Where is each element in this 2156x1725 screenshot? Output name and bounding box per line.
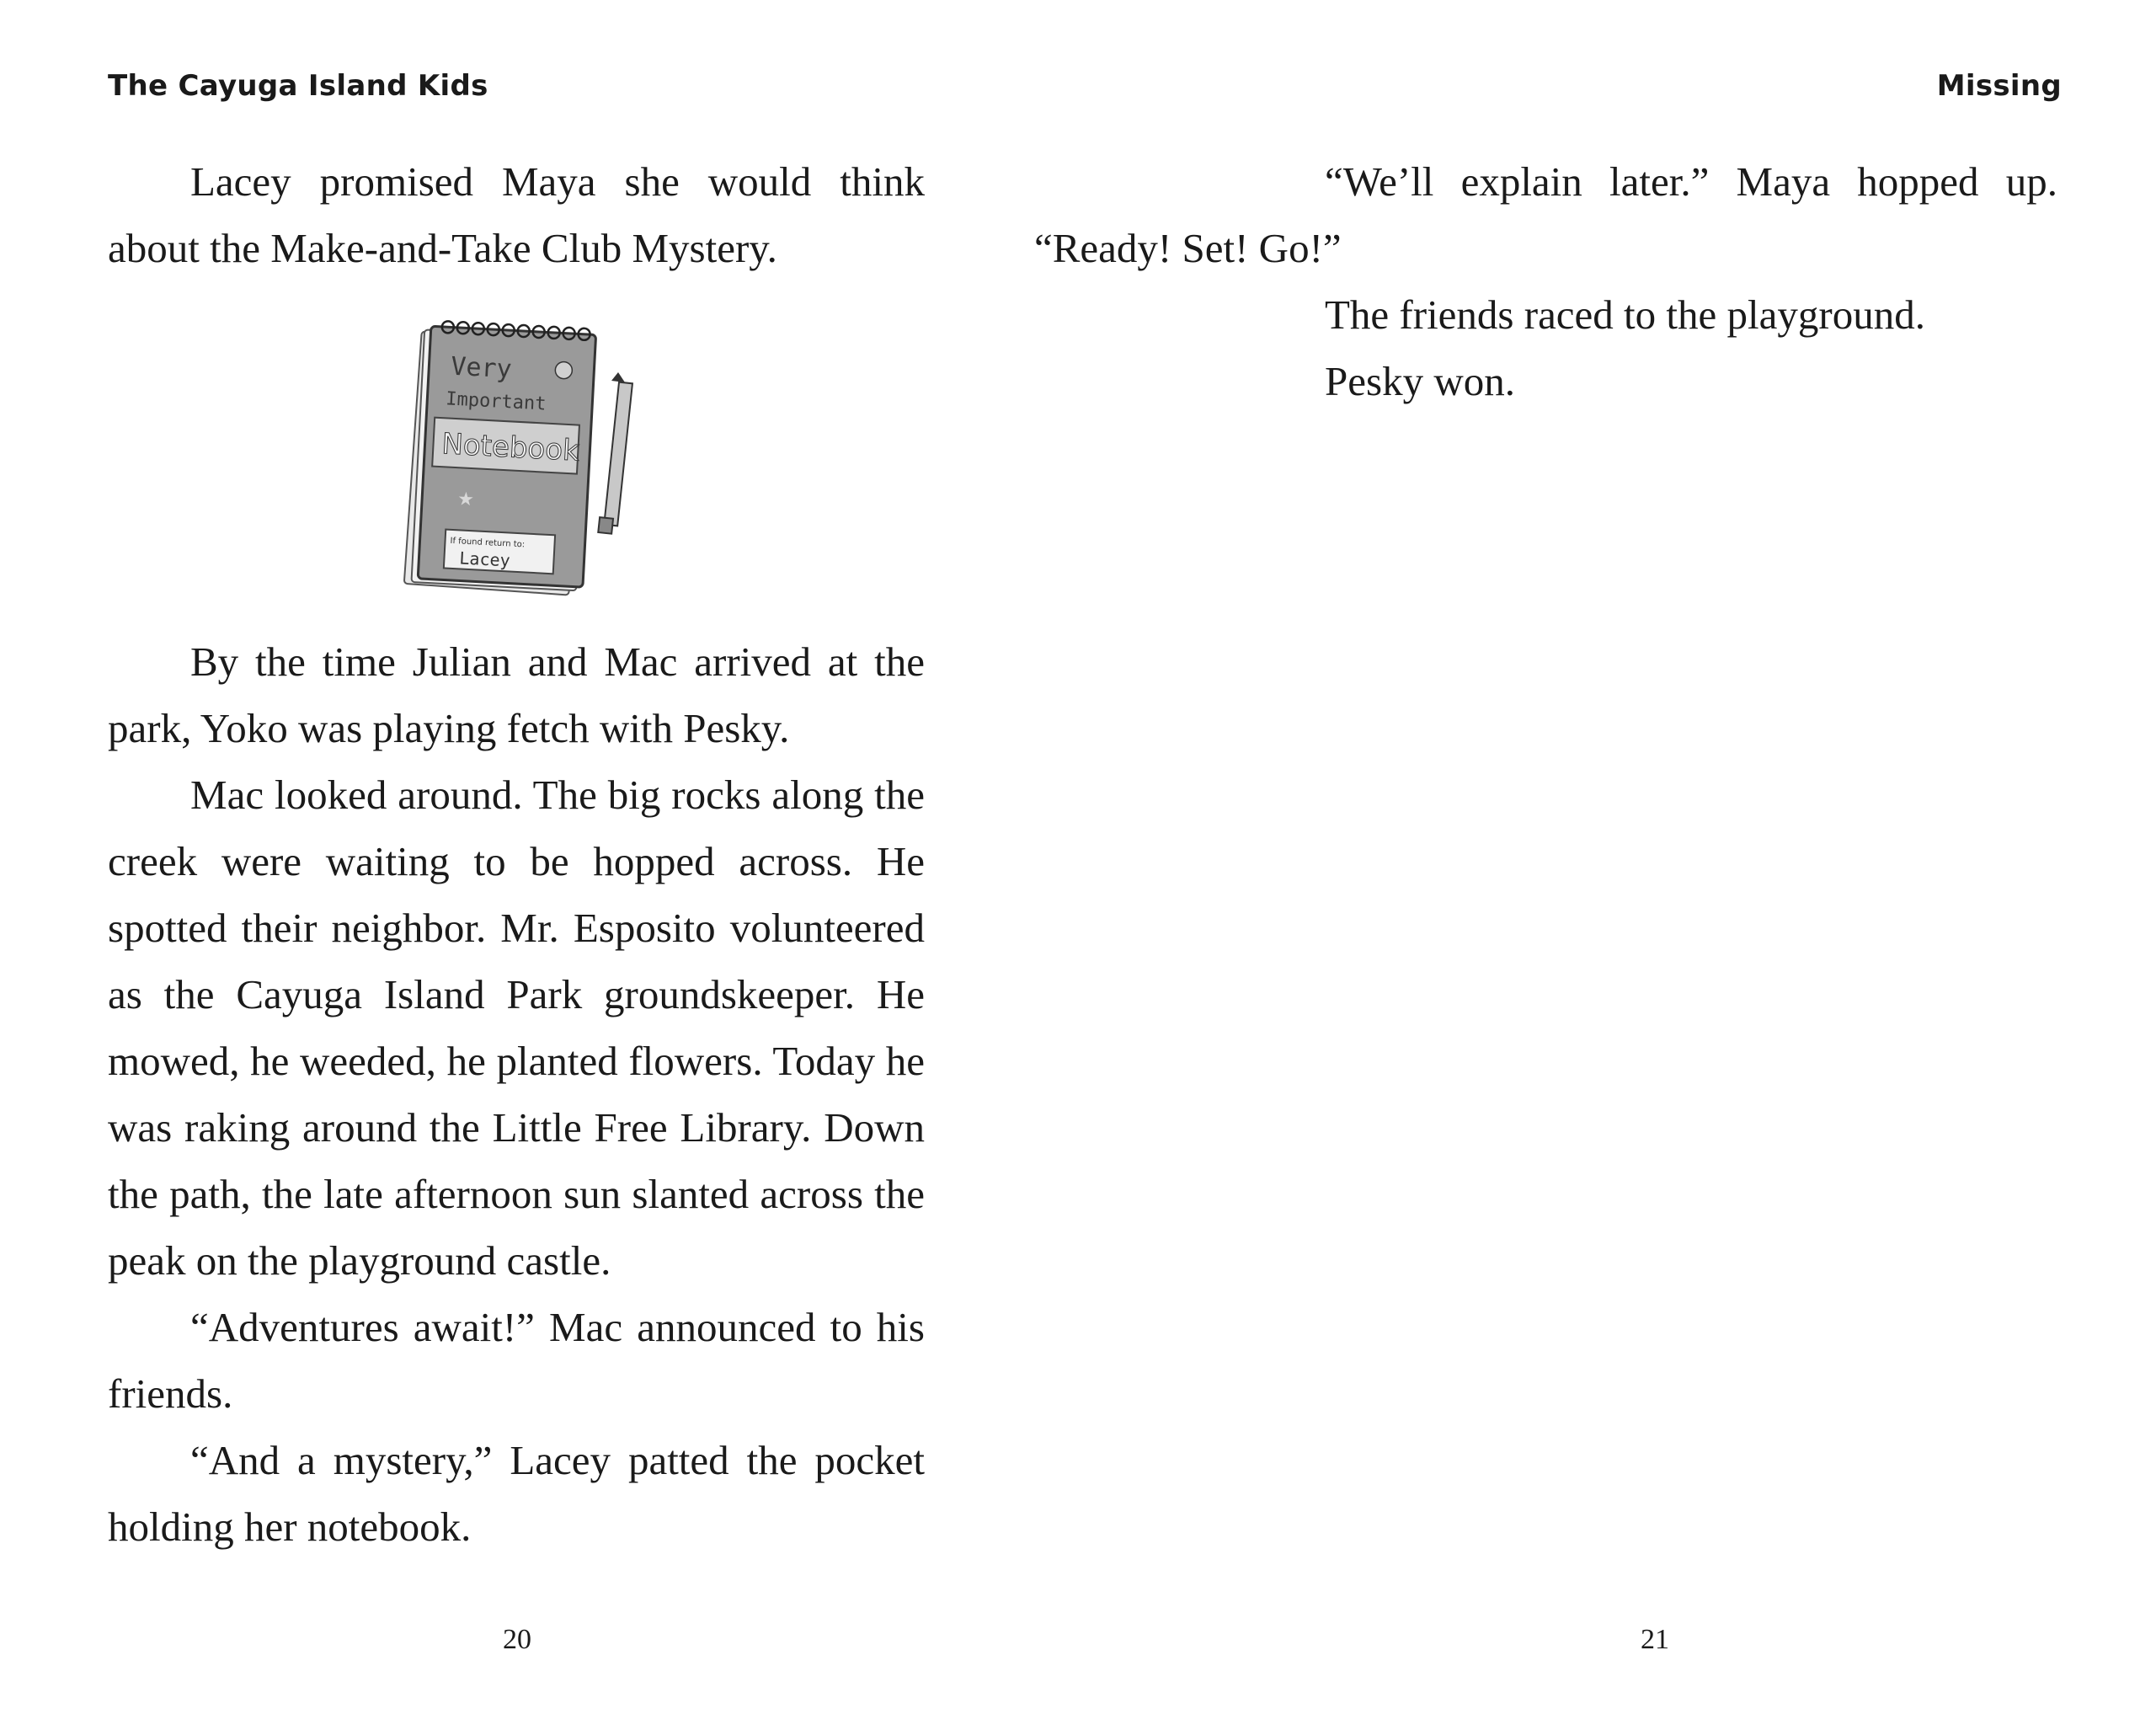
notebook-owner: Lacey — [458, 547, 511, 571]
paragraph: “And a mystery,” Lacey patted the pocket holding her notebook. — [108, 1437, 925, 1550]
notebook-illustration — [394, 312, 638, 606]
right-text — [1034, 148, 2057, 414]
pencil-icon — [598, 372, 632, 534]
smiley-icon — [555, 361, 573, 379]
page-number: 20 — [503, 1624, 531, 1655]
paragraph: Mac looked around. The big rocks along the creek were waiting to be hopped across. He spotted their neighbor. Mr. Esposito volunteered as the Cayuga Island Park groundskeeper. He mowed, he weeded, he planted flowers. Today he was raking around the Little Free Library. Down the path, the late afternoon sun slanted across the peak on the playground castle. — [108, 772, 925, 1284]
left-text-top — [108, 148, 925, 281]
paragraph: The friends raced to the playground. — [1325, 291, 1925, 338]
notebook-line2: Important — [445, 388, 547, 415]
paragraph-line: “We’ll explain later.” Maya hopped up. — [1325, 158, 2057, 205]
running-head-book-title: The Cayuga Island Kids — [108, 69, 488, 103]
paragraph: By the time Julian and Mac arrived at the park, Yoko was playing fetch with Pesky. — [108, 638, 925, 751]
page-number: 21 — [1641, 1624, 1669, 1655]
notebook-title: Notebook — [440, 427, 580, 468]
paragraph: Pesky won. — [1325, 358, 1515, 404]
running-head-chapter-title: Missing — [1936, 69, 2062, 103]
notebook-return-label: If found return to: — [450, 536, 526, 550]
notebook-line1: Very — [450, 351, 513, 385]
star-icon: ★ — [456, 489, 475, 511]
paragraph: “Adventures await!” Mac announced to his friends. — [108, 1304, 925, 1417]
paragraph: Lacey promised Maya she would think about the Make-and-Take Club Mystery. — [108, 158, 925, 271]
left-text-main — [108, 628, 925, 1560]
paragraph-line: “Ready! Set! Go!” — [1034, 225, 1342, 271]
right-page — [1034, 0, 2156, 1725]
